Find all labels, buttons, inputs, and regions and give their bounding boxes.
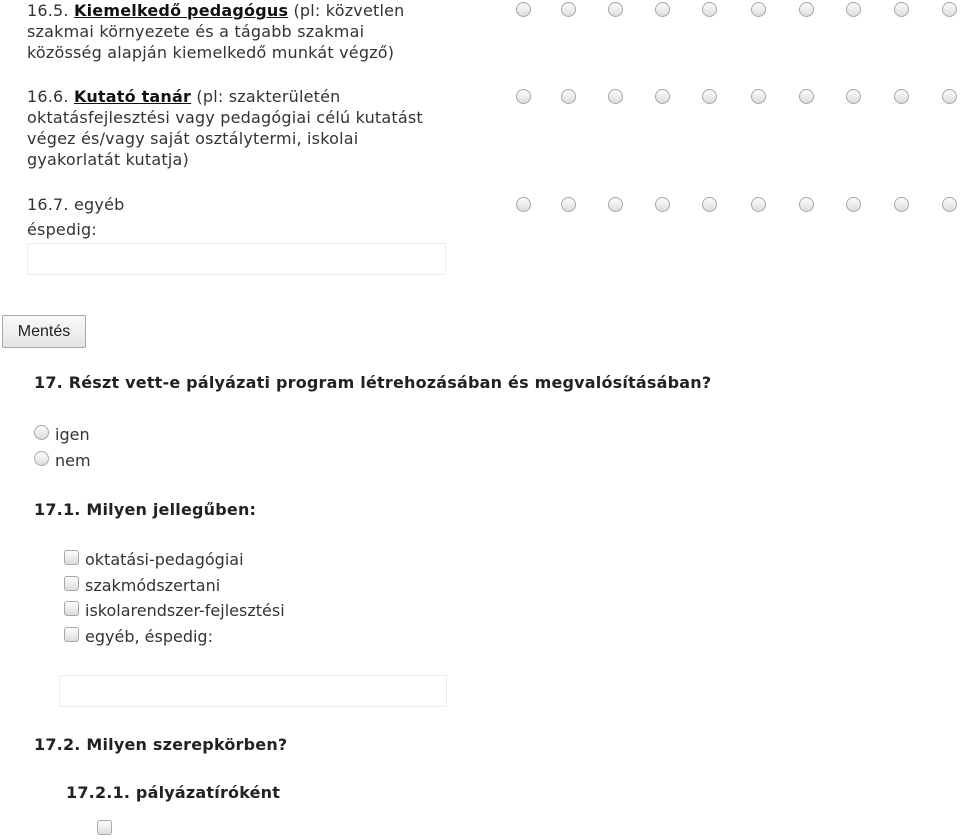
item-desc-line: szakmai környezete és a tágabb szakmai (27, 22, 365, 41)
rating-radio[interactable] (942, 2, 957, 17)
rating-radio[interactable] (942, 197, 957, 212)
question-17-1-title: 17.1. Milyen jellegűben: (34, 500, 257, 519)
rating-radio[interactable] (846, 89, 861, 104)
rating-radio[interactable] (799, 2, 814, 17)
option-label: iskolarendszer-fejlesztési (85, 601, 285, 620)
other-type-input[interactable] (59, 675, 447, 707)
item-desc-line: oktatásfejlesztési vagy pedagógiai célú kutatást (27, 108, 423, 127)
rating-radio[interactable] (702, 2, 717, 17)
question-17-2-1-title: 17.2.1. pályázatíróként (66, 783, 281, 802)
item-16-7-text (27, 194, 497, 245)
other-specify-input[interactable] (27, 243, 446, 275)
rating-radio[interactable] (942, 89, 957, 104)
rating-row-16-6 (514, 89, 960, 109)
option-label: oktatási-pedagógiai (85, 550, 244, 569)
rating-radio[interactable] (751, 2, 766, 17)
radio-button[interactable] (34, 451, 49, 466)
rating-radio[interactable] (655, 89, 670, 104)
rating-radio[interactable] (894, 2, 909, 17)
item-number: 16.6. (27, 87, 69, 106)
rating-radio[interactable] (846, 197, 861, 212)
rating-radio[interactable] (751, 89, 766, 104)
rating-radio[interactable] (894, 89, 909, 104)
rating-radio[interactable] (561, 2, 576, 17)
rating-radio[interactable] (561, 197, 576, 212)
option-label: nem (55, 451, 91, 470)
rating-radio[interactable] (655, 2, 670, 17)
checkbox[interactable] (64, 576, 79, 591)
rating-radio[interactable] (799, 197, 814, 212)
item-16-5-text (27, 0, 497, 63)
checkbox[interactable] (97, 820, 112, 835)
item-16-6-text (27, 86, 497, 170)
rating-radio[interactable] (516, 2, 531, 17)
rating-radio[interactable] (561, 89, 576, 104)
rating-radio[interactable] (894, 197, 909, 212)
item-number: 16.5. (27, 1, 69, 20)
checkbox[interactable] (64, 601, 79, 616)
item-title: Kiemelkedő pedagógus (74, 1, 289, 20)
rating-radio[interactable] (608, 2, 623, 17)
rating-row-16-7 (514, 197, 960, 217)
save-button[interactable]: Mentés (2, 315, 86, 348)
rating-radio[interactable] (655, 197, 670, 212)
question-17-2-title: 17.2. Milyen szerepkörben? (34, 735, 288, 754)
item-desc-line: egyéb (68, 195, 125, 214)
item-title: Kutató tanár (74, 87, 192, 106)
rating-radio[interactable] (702, 89, 717, 104)
rating-radio[interactable] (799, 89, 814, 104)
item-desc-line: gyakorlatát kutatja) (27, 150, 189, 169)
rating-radio[interactable] (846, 2, 861, 17)
item-desc-line: közösség alapján kiemelkedő munkát végző) (27, 43, 395, 62)
checkbox[interactable] (64, 627, 79, 642)
rating-radio[interactable] (608, 89, 623, 104)
rating-row-16-5 (514, 2, 960, 22)
rating-radio[interactable] (608, 197, 623, 212)
option-label: szakmódszertani (85, 576, 221, 595)
item-desc-line: (pl: szakterületén (191, 87, 341, 106)
checkbox[interactable] (64, 550, 79, 565)
item-desc-line: végez és/vagy saját osztálytermi, iskolai (27, 129, 359, 148)
option-label: igen (55, 425, 90, 444)
rating-radio[interactable] (702, 197, 717, 212)
question-17-title: 17. Részt vett-e pályázati program létrehozásában és megvalósításában? (34, 373, 712, 392)
rating-radio[interactable] (751, 197, 766, 212)
radio-button[interactable] (34, 425, 49, 440)
item-desc-line: (pl: közvetlen (288, 1, 405, 20)
especially-label: éspedig: (27, 220, 97, 239)
item-number: 16.7. (27, 195, 69, 214)
option-label: egyéb, éspedig: (85, 627, 213, 646)
rating-radio[interactable] (516, 197, 531, 212)
rating-radio[interactable] (516, 89, 531, 104)
